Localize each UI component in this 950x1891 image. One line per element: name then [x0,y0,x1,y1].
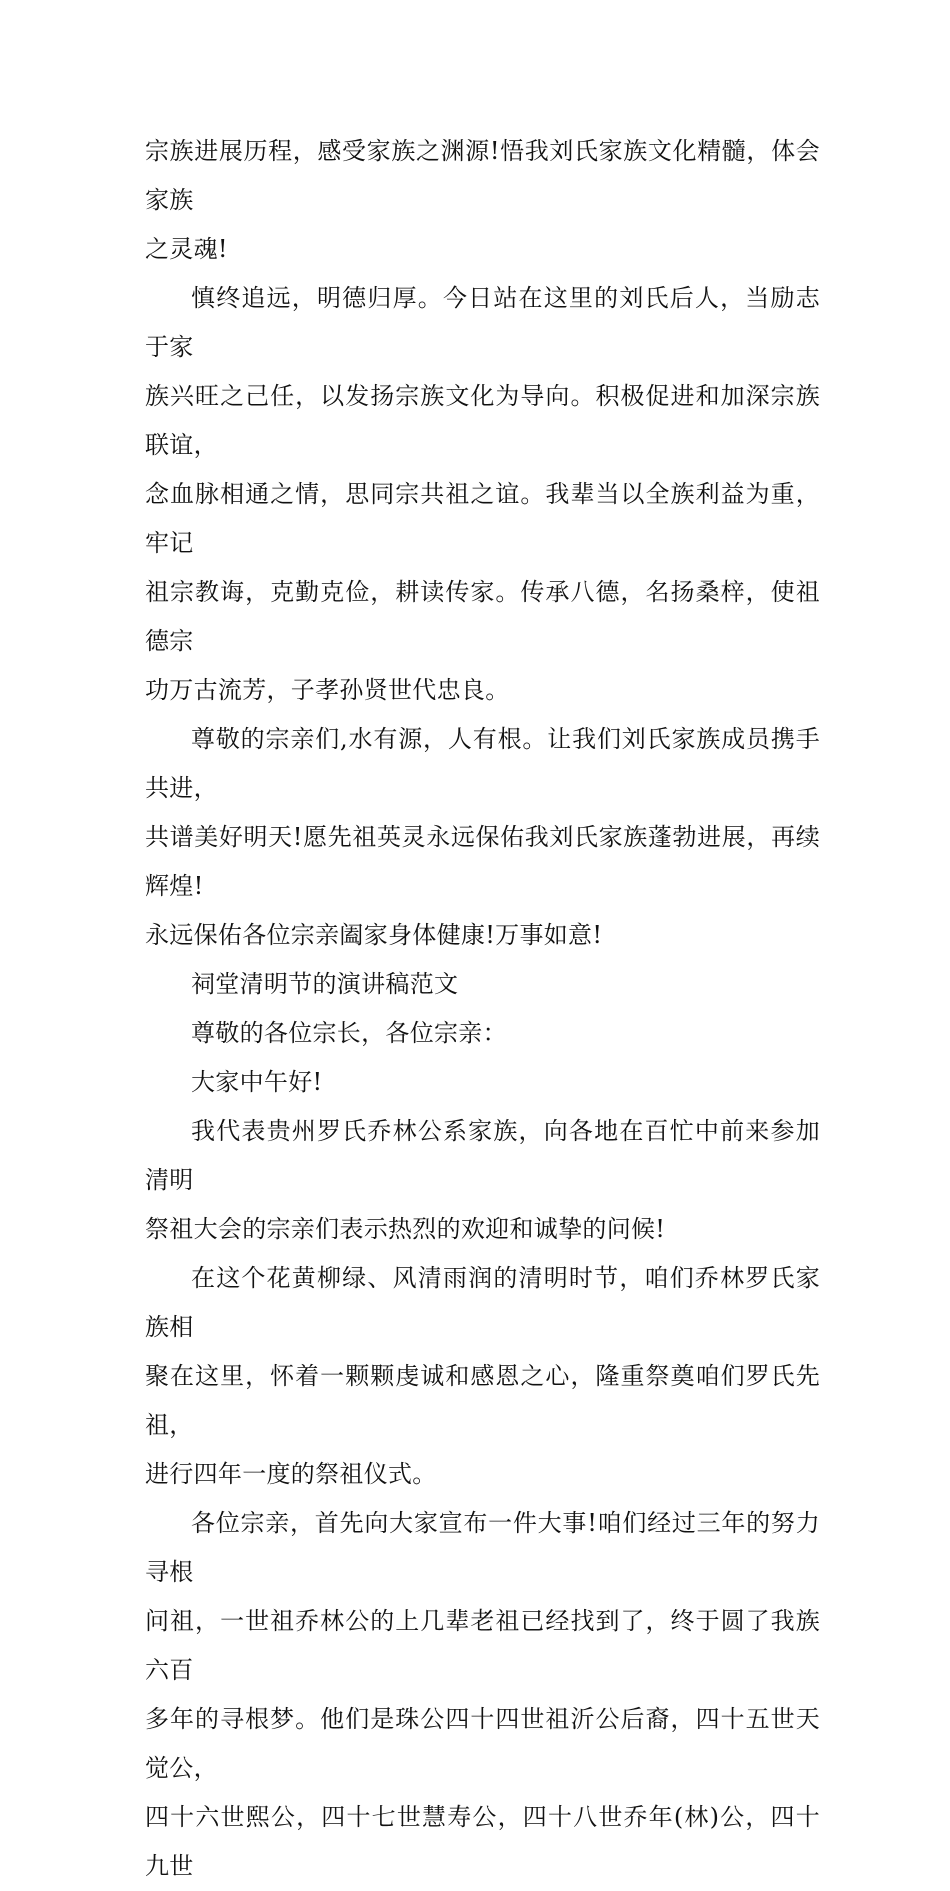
paragraph: 尊敬的宗亲们,水有源，人有根。让我们刘氏家族成员携手共进， 共谱美好明天!愿先祖英灵永远保佑我刘氏家族蓬勃进展，再续辉煌! 永远保佑各位宗亲阖家身体健康!万事如意! [145,725,820,949]
section-title: 祠堂清明节的演讲稿范文 [191,970,459,998]
greeting: 大家中午好! [191,1068,323,1096]
paragraph: 宗族进展历程，感受家族之渊源!悟我刘氏家族文化精髓，体会家族 之灵魂! [145,137,820,263]
paragraph: 我代表贵州罗氏乔林公系家族，向各地在百忙中前来参加清明 祭祖大会的宗亲们表示热烈的欢迎和诚挚的问候! [145,1117,820,1243]
salutation: 尊敬的各位宗长，各位宗亲： [191,1019,507,1047]
paragraph: 在这个花黄柳绿、风清雨润的清明时节，咱们乔林罗氏家族相 聚在这里，怀着一颗颗虔诚和感恩之心，隆重祭奠咱们罗氏先祖， 进行四年一度的祭祖仪式。 [145,1264,820,1488]
paragraph: 慎终追远，明德归厚。今日站在这里的刘氏后人，当励志于家 族兴旺之己任，以发扬宗族文化为导向。积极促进和加深宗族联谊， 念血脉相通之情，思同宗共祖之谊。我辈当以全族利益为重，牢记 祖宗教诲，克勤克俭，耕读传家。传承八德，名扬桑梓，使祖德宗 功万古流芳，子孝孙贤世代忠良。 [145,284,820,704]
paragraph: 各位宗亲，首先向大家宣布一件大事!咱们经过三年的努力寻根 问祖，一世祖乔林公的上几辈老祖已经找到了，终于圆了我族六百 多年的寻根梦。他们是珠公四十四世祖沂公后裔，四十五世天觉公， 四十六世熙公，四十七世慧寿公，四十八世乔年(林)公，四十九世 [145,1509,820,1880]
document-body [145,127,820,1891]
